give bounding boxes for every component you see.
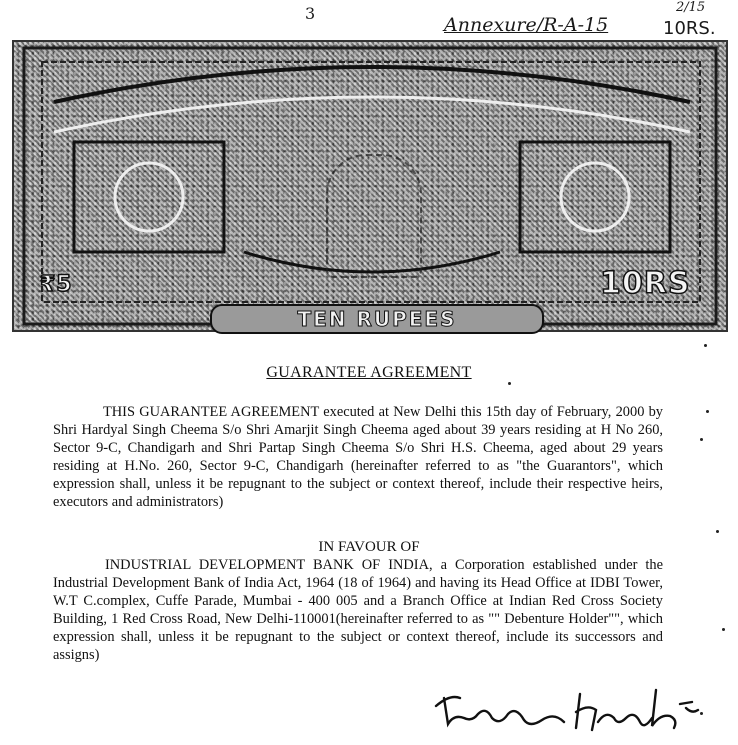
page-fraction: 2/15 [676,0,706,15]
agreement-paragraph-parties: THIS GUARANTEE AGREEMENT executed at New Delhi this 15th day of February, 2000 by Shri Hardyal Singh Cheema S/o Shri Amarjit Singh Cheema aged about 39 years residing at H No 260, Sector 9-C, Chandigarh and Shri Partap Singh Cheema S/o Shri H.S. Cheema, aged about 29 years residing at H.No. 260, Sector 9-C, Chandigarh (hereinafter referred to as "the Guarantors", which expression shall, unless it be repugnant to the subject or context thereof, include their respective heirs, executors and administrators) [53,404,663,510]
page-number: 3 [305,4,316,23]
stamp-paper [12,40,728,332]
stamp-amount-words: TEN RUPEES [210,304,544,334]
in-favour-of-heading: IN FAVOUR OF [318,539,420,555]
emblem-icon [326,154,422,278]
stamp-value-note: 10RS. [663,18,716,39]
signature-marks [430,684,700,739]
stamp-denomination-right: 10RS [600,266,691,301]
annexure-mark: Annexure/R-A-15 [444,14,609,36]
agreement-title: GUARANTEE AGREEMENT [266,364,472,381]
agreement-paragraph-bank: INDUSTRIAL DEVELOPMENT BANK OF INDIA, a Corporation established under the Industrial Development Bank of India Act, 1964 (18 of 1964) and having its Head Office at IDBI Tower, W.T C.complex, Cuffe Parade, Mumbai - 400 005 and a Branch Office at Indian Red Cross Society Building, 1 Red Cross Road, New Delhi-110001(hereinafter referred to as "" Debenture Holder"", which expression shall, unless it be repugnant to the subject or context thereof, include its successors and assigns) [53,557,663,663]
stamp-denomination-left: ₹5 [40,272,73,297]
